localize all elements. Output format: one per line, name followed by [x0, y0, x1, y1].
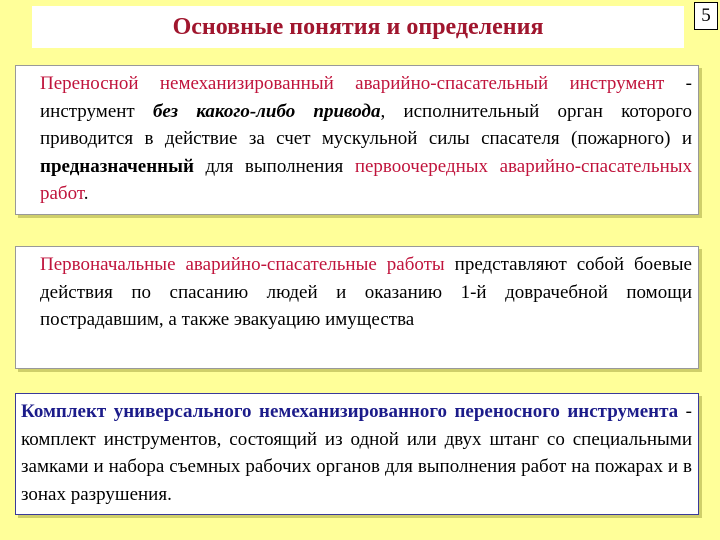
bold-word: предназначенный: [40, 155, 194, 177]
slide-title: Основные понятия и определения: [172, 13, 544, 40]
term-initial-works: Первоначальные аварийно-спасательные работы: [40, 254, 445, 275]
pre-red-text: для выполнения: [193, 155, 355, 177]
definition-text: [21, 398, 692, 508]
definition-box-portable-tool: [15, 65, 699, 215]
title-bar: [32, 6, 684, 48]
term-portable-tool: Переносной немеханизированный аварийно-спасательный инструмент: [40, 73, 665, 94]
definition-box-tool-kit: [15, 393, 699, 515]
page-number: 5: [694, 2, 718, 30]
red-phrase: первоочередных аварийно-спасательных работ: [40, 155, 692, 204]
term-tool-kit: Комплект универсального немеханизированного переносного инструмента: [21, 401, 679, 422]
italic-phrase: без какого-либо привода: [152, 100, 381, 122]
definition-body: - комплект инструментов, состоящий из одной или двух штанг со специальными замками и набора съемных рабочих органов для выполнения работ на пожарах и в зонах разрушения.: [21, 401, 692, 505]
middle-text: , исполнительный орган которого приводится в действие за счет мускульной силы спасателя (пожарного) и: [40, 100, 693, 149]
definition-box-initial-works: [15, 246, 699, 369]
dash-text: - инструмент: [40, 73, 692, 122]
definition-text: [22, 251, 692, 334]
definition-body: представляют собой боевые действия по спасанию людей и оказанию 1-й доврачебной помощи пострадавшим, а также эвакуацию имущества: [40, 254, 692, 330]
end-text: .: [83, 183, 89, 204]
definition-text: [22, 70, 692, 208]
